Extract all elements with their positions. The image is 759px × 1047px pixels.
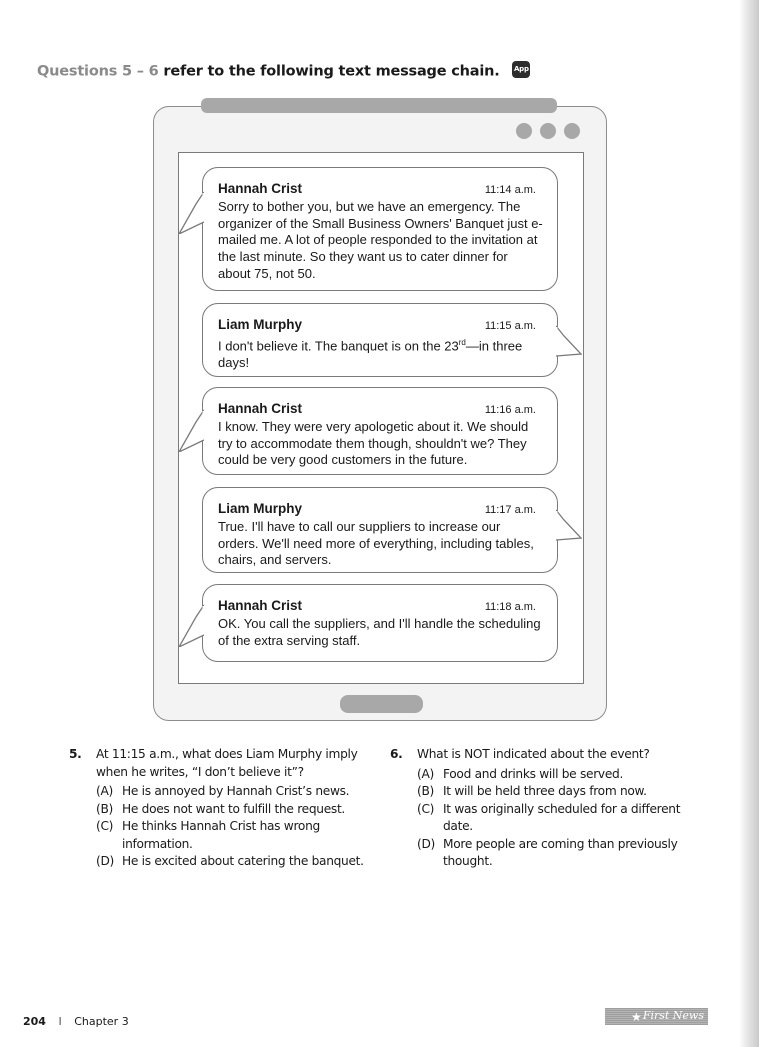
message-sender: Hannah Crist	[218, 598, 303, 613]
message-time: 11:17 a.m.	[484, 504, 536, 516]
bubble-tail-left-icon	[178, 190, 204, 234]
tablet-top-bar	[201, 98, 557, 113]
page-edge-shadow	[739, 0, 759, 1047]
message-time: 11:18 a.m.	[484, 601, 536, 613]
tablet-indicator-dots	[516, 123, 580, 139]
answer-option-a[interactable]: (A) Food and drinks will be served.	[417, 766, 624, 781]
message-bubble	[202, 487, 558, 573]
instruction-heading	[37, 63, 530, 80]
message-text: True. I'll have to call our suppliers to increase our orders. We'll need more of everything, including tables, chairs, and servers.	[218, 519, 534, 568]
message-text: I know. They were very apologetic about it. We should try to accommodate them though, shouldn't we? They could be very good customers in the future.	[218, 419, 529, 468]
bubble-tail-left-icon	[178, 603, 204, 647]
message-sender: Hannah Crist	[218, 401, 303, 416]
answer-option-a[interactable]: (A) He is annoyed by Hannah Crist’s news.	[96, 784, 350, 798]
bubble-tail-right-icon	[556, 324, 582, 368]
message-sender: Liam Murphy	[218, 501, 303, 516]
answer-option-c[interactable]: (C) He thinks Hannah Crist has wrong information.	[96, 819, 320, 851]
footer-separator: I	[58, 1015, 62, 1028]
question-number: 6.	[390, 747, 403, 761]
question-5	[69, 746, 369, 871]
answer-option-d[interactable]: (D) He is excited about catering the banquet.	[96, 854, 364, 868]
page-number: 204	[23, 1015, 46, 1028]
page-footer	[23, 1015, 129, 1028]
message-text: OK. You call the suppliers, and I'll handle the scheduling of the extra serving staff.	[218, 616, 541, 648]
message-bubble	[202, 303, 558, 377]
message-bubble	[202, 387, 558, 475]
instruction-text: refer to the following text message chain.	[163, 63, 500, 80]
answer-option-b[interactable]: (B) He does not want to fulfill the request.	[96, 801, 346, 816]
publisher-name: First News	[642, 1009, 704, 1022]
dot-icon	[516, 123, 532, 139]
message-text: Sorry to bother you, but we have an emergency. The organizer of the Small Business Owners' Banquet just e-mailed me. A lot of people responded to the invitation at the last minute. So they want us to cater dinner for about 75, not 50.	[218, 199, 543, 281]
bubble-tail-right-icon	[556, 508, 582, 552]
question-stem: What is NOT indicated about the event?	[417, 747, 650, 761]
message-time: 11:15 a.m.	[484, 320, 536, 332]
message-sender: Hannah Crist	[218, 181, 303, 196]
message-bubble	[202, 584, 558, 662]
chapter-label: Chapter 3	[74, 1015, 129, 1028]
question-range: Questions 5 – 6	[37, 63, 159, 80]
publisher-logo	[605, 1008, 708, 1025]
message-bubble	[202, 167, 558, 291]
message-sender: Liam Murphy	[218, 317, 303, 332]
message-time: 11:16 a.m.	[484, 404, 536, 416]
answer-option-b[interactable]: (B) It will be held three days from now.	[417, 784, 647, 798]
message-text: I don't believe it. The banquet is on the 23rd—in three days!	[218, 338, 523, 371]
star-icon: ★	[631, 1010, 642, 1024]
question-stem: At 11:15 a.m., what does Liam Murphy imply when he writes, “I don’t believe it”?	[96, 747, 358, 779]
dot-icon	[540, 123, 556, 139]
bubble-tail-left-icon	[178, 408, 204, 452]
answer-option-c[interactable]: (C) It was originally scheduled for a different date.	[417, 801, 681, 833]
tablet-home-button	[340, 695, 423, 713]
dot-icon	[564, 123, 580, 139]
question-6	[390, 746, 700, 871]
app-icon: App	[512, 61, 530, 78]
question-number: 5.	[69, 747, 82, 761]
answer-option-d[interactable]: (D) More people are coming than previously thought.	[417, 836, 678, 868]
message-time: 11:14 a.m.	[484, 184, 536, 196]
